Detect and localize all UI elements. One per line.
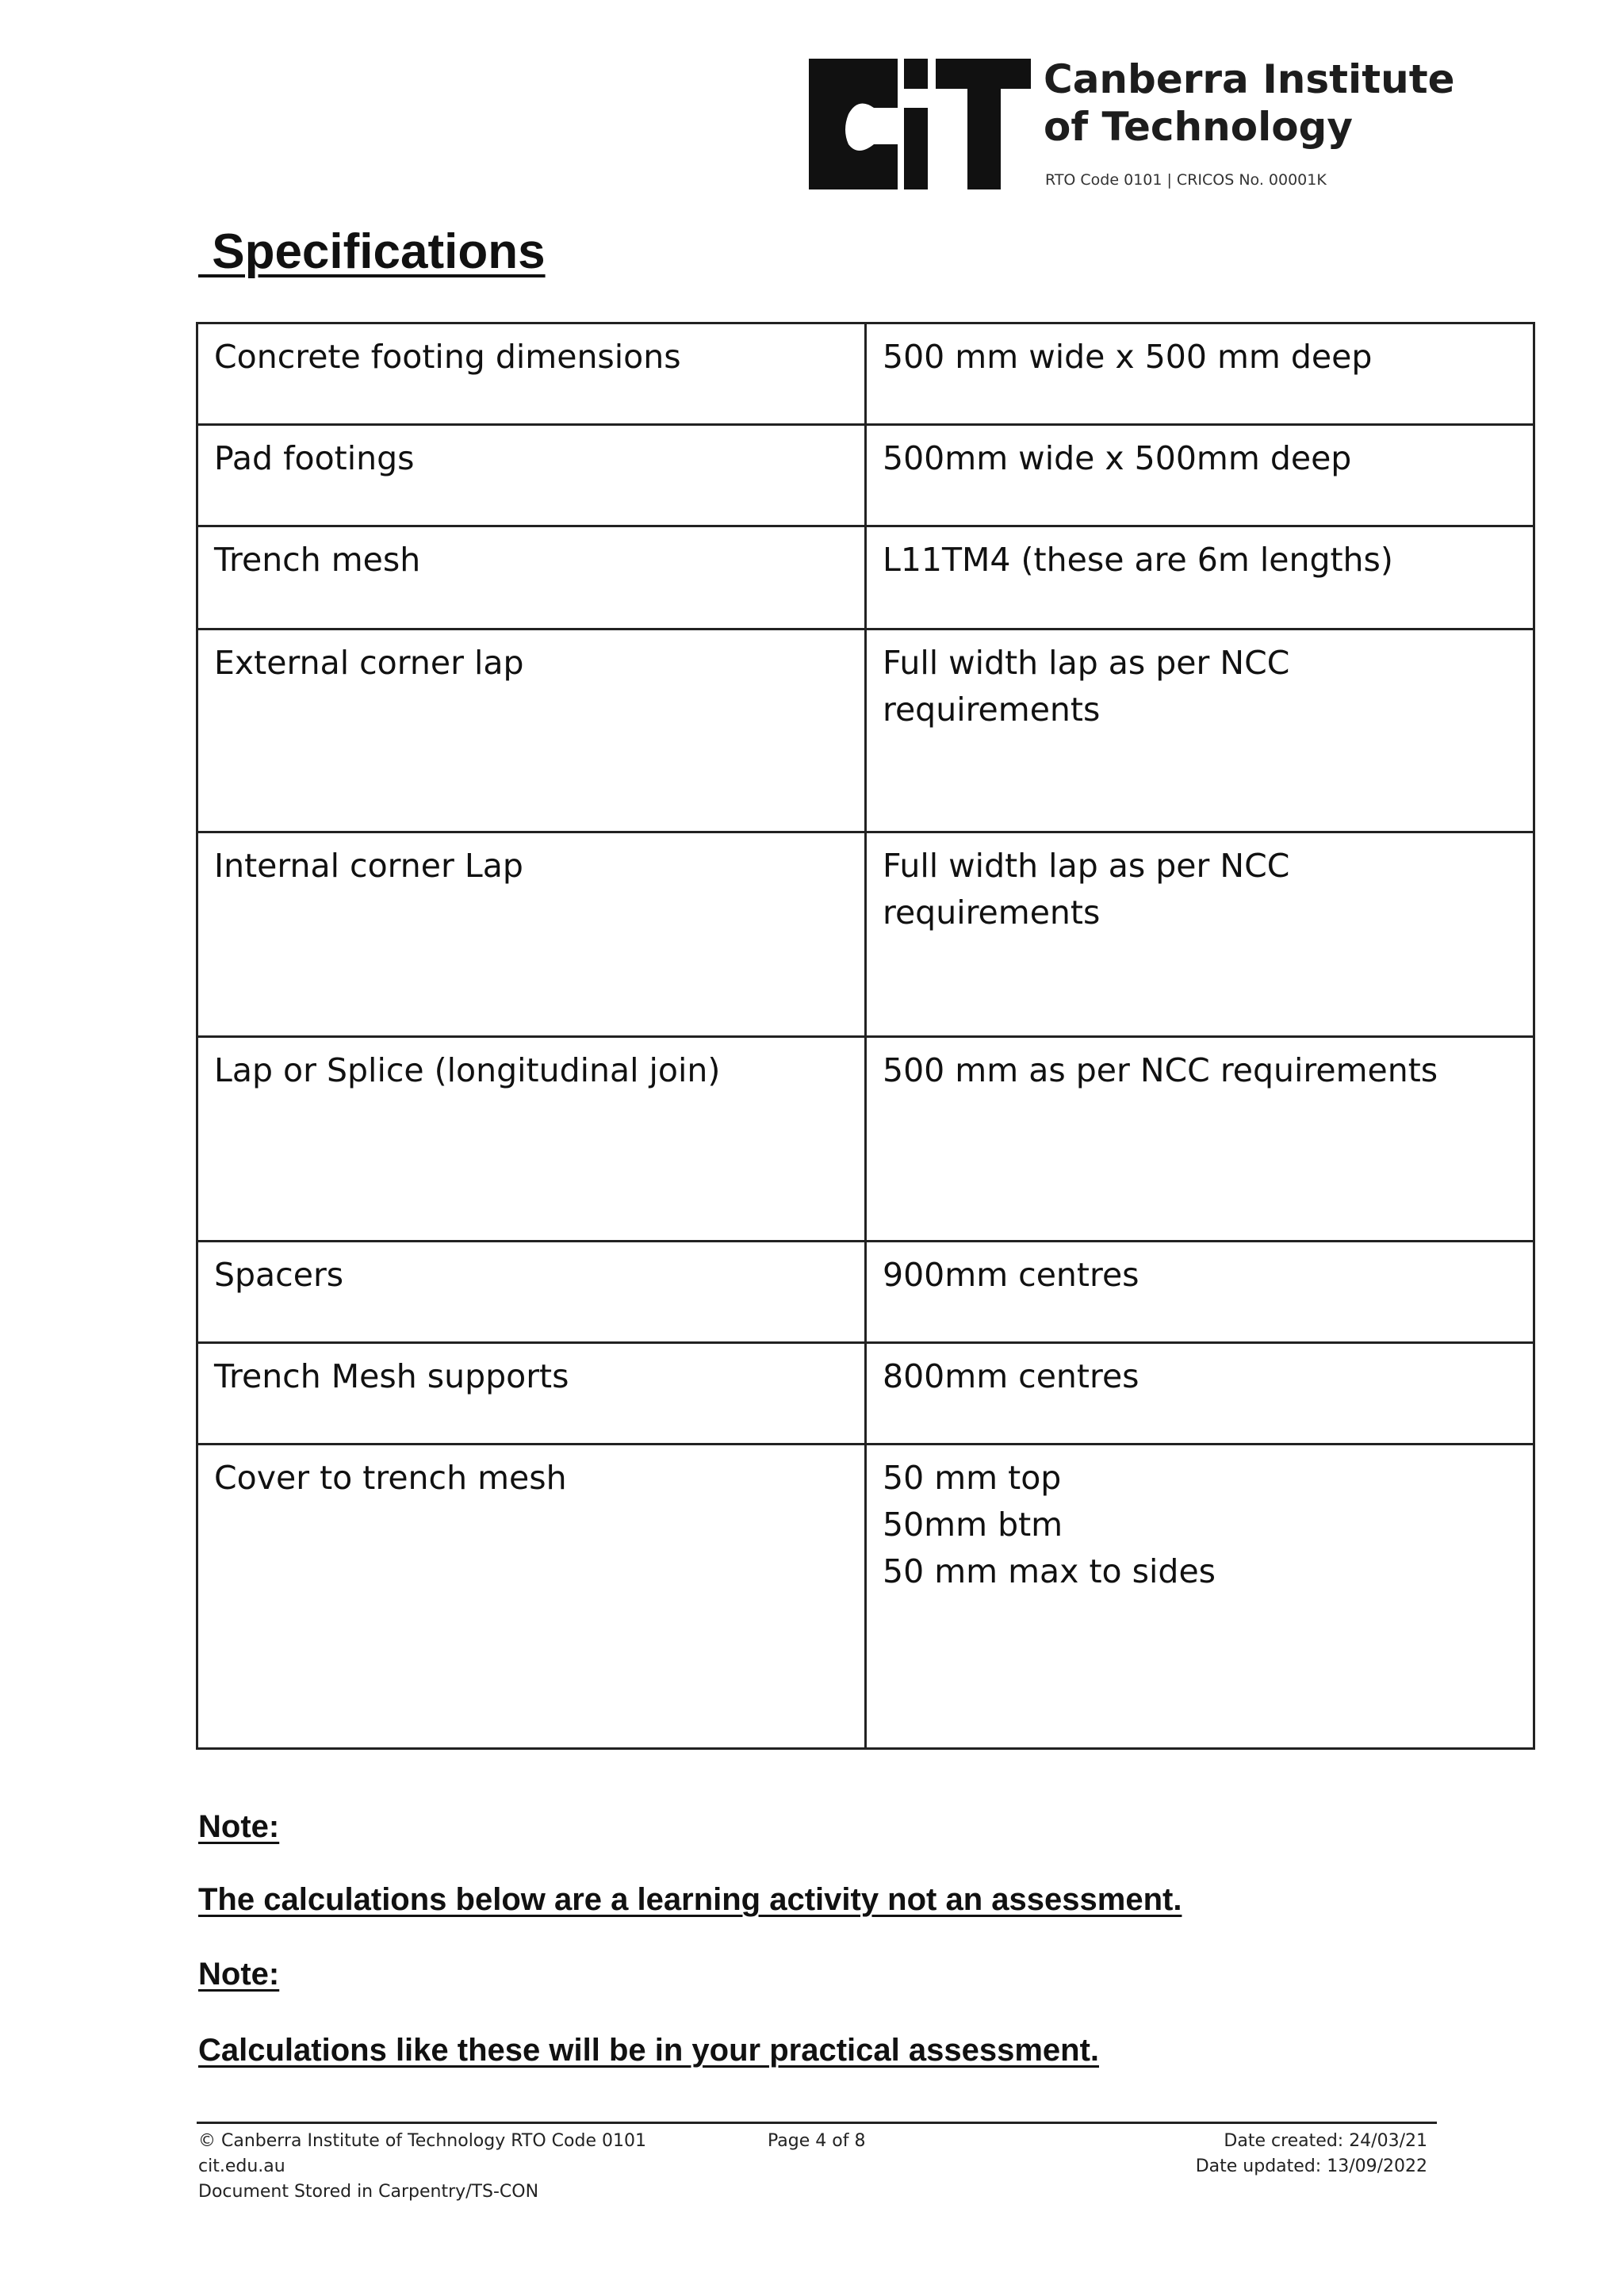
- table-row: [197, 1037, 1534, 1242]
- table-row: [197, 425, 1534, 526]
- spec-label: Cover to trench mesh: [197, 1445, 866, 1749]
- note-text: Calculations like these will be in your practical assessment.: [198, 2033, 1099, 2068]
- table-row: [197, 1445, 1534, 1749]
- footer-divider: [197, 2122, 1437, 2124]
- spec-value: Full width lap as per NCC requirements: [866, 629, 1534, 832]
- logo-rto-code: RTO Code 0101 | CRICOS No. 00001K: [1045, 171, 1327, 189]
- spec-value: 900mm centres: [866, 1242, 1534, 1343]
- date-updated: Date updated: 13/09/2022: [1195, 2156, 1427, 2176]
- table-row: [197, 1242, 1534, 1343]
- page-title: Specifications: [198, 224, 546, 279]
- spec-label: Spacers: [197, 1242, 866, 1343]
- spec-label: Trench Mesh supports: [197, 1343, 866, 1445]
- spec-label: Lap or Splice (longitudinal join): [197, 1037, 866, 1242]
- spec-value: 800mm centres: [866, 1343, 1534, 1445]
- table-row: [197, 526, 1534, 629]
- footer-right: [1196, 2129, 1427, 2179]
- note-label: Note:: [198, 1809, 280, 1844]
- date-created: Date created: 24/03/21: [1224, 2131, 1427, 2151]
- table-row: [197, 1343, 1534, 1445]
- spec-value: Full width lap as per NCC requirements: [866, 832, 1534, 1037]
- logo-institution-name: [1044, 55, 1455, 151]
- spec-value: 500 mm wide x 500 mm deep: [866, 323, 1534, 425]
- spec-value: 500mm wide x 500mm deep: [866, 425, 1534, 526]
- footer-center: [768, 2129, 865, 2154]
- footer-storage: Document Stored in Carpentry/TS-CON: [198, 2182, 539, 2202]
- spec-label: External corner lap: [197, 629, 866, 832]
- spec-value: 50 mm top 50mm btm 50 mm max to sides: [866, 1445, 1534, 1749]
- table-row: [197, 832, 1534, 1037]
- note-label: Note:: [198, 1957, 280, 1992]
- logo-name-line2: of Technology: [1044, 104, 1353, 150]
- spec-label: Pad footings: [197, 425, 866, 526]
- spec-label: Concrete footing dimensions: [197, 323, 866, 425]
- specifications-table: [196, 322, 1535, 1750]
- note-text: The calculations below are a learning activity not an assessment.: [198, 1882, 1182, 1917]
- footer-website: cit.edu.au: [198, 2156, 285, 2176]
- spec-value: 500 mm as per NCC requirements: [866, 1037, 1534, 1242]
- logo-name-line1: Canberra Institute: [1044, 56, 1455, 102]
- footer-left: [198, 2129, 646, 2205]
- spec-label: Internal corner Lap: [197, 832, 866, 1037]
- footer-copyright: © Canberra Institute of Technology RTO Code 0101: [198, 2131, 646, 2151]
- page-number: Page 4 of 8: [768, 2131, 866, 2151]
- spec-label: Trench mesh: [197, 526, 866, 629]
- cit-logo-icon: [809, 59, 1031, 189]
- spec-value: L11TM4 (these are 6m lengths): [866, 526, 1534, 629]
- table-row: [197, 629, 1534, 832]
- table-row: [197, 323, 1534, 425]
- cit-logo: [809, 55, 1455, 194]
